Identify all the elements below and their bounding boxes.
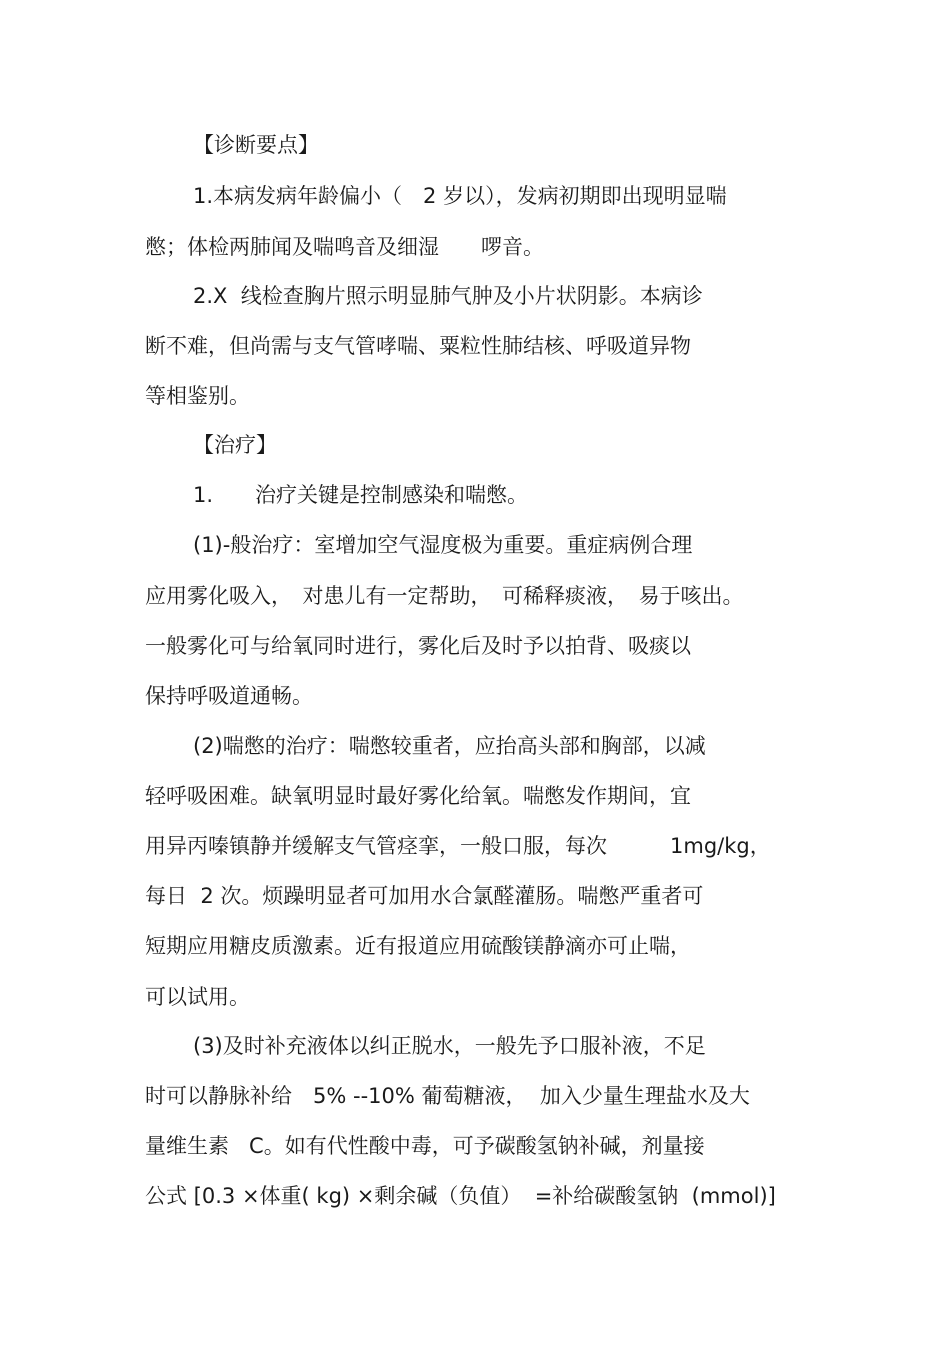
paragraph-line: 时可以静脉补给 5% --10% 葡萄糖液， 加入少量生理盐水及大 xyxy=(145,1084,750,1108)
paragraph-line: 量维生素 C。如有代性酸中毒，可予碳酸氢钠补碱，剂量接 xyxy=(145,1134,705,1158)
paragraph-line: (1)-般治疗：室增加空气湿度极为重要。重症病例合理 xyxy=(193,533,693,557)
section-heading-diagnosis: 【诊断要点】 xyxy=(193,133,319,157)
paragraph-line: 用异丙嗪镇静并缓解支气管痉挛，一般口服，每次 1mg/kg， xyxy=(145,834,771,858)
paragraph-line: 1.本病发病年龄偏小（ 2 岁以），发病初期即出现明显喘 xyxy=(193,184,727,208)
paragraph-line: 每日 2 次。烦躁明显者可加用水合氯醛灌肠。喘憋严重者可 xyxy=(145,884,704,908)
paragraph-line: 1. 治疗关键是控制感染和喘憋。 xyxy=(193,483,529,507)
paragraph-line: 憋；体检两肺闻及喘鸣音及细湿 啰音。 xyxy=(145,235,544,259)
paragraph-line: (3)及时补充液体以纠正脱水，一般先予口服补液，不足 xyxy=(193,1034,706,1058)
paragraph-line: 短期应用糖皮质激素。近有报道应用硫酸镁静滴亦可止喘， xyxy=(145,934,691,958)
section-heading-treatment: 【治疗】 xyxy=(193,433,277,457)
paragraph-line: 可以试用。 xyxy=(145,985,250,1009)
paragraph-line: 公式 [0.3 ×体重( kg) ×剩余碱（负值） =补给碳酸氢钠 (mmol)] xyxy=(145,1184,776,1208)
paragraph-line: 2.X 线检查胸片照示明显肺气肿及小片状阴影。本病诊 xyxy=(193,284,703,308)
paragraph-line: 轻呼吸困难。缺氧明显时最好雾化给氧。喘憋发作期间，宜 xyxy=(145,784,691,808)
paragraph-line: 断不难，但尚需与支气管哮喘、粟粒性肺结核、呼吸道异物 xyxy=(145,334,691,358)
paragraph-line: 应用雾化吸入， 对患儿有一定帮助， 可稀释痰液， 易于咳出。 xyxy=(145,584,744,608)
paragraph-line: 等相鉴别。 xyxy=(145,384,250,408)
paragraph-line: 一般雾化可与给氧同时进行，雾化后及时予以拍背、吸痰以 xyxy=(145,634,691,658)
paragraph-line: (2)喘憋的治疗：喘憋较重者，应抬高头部和胸部，以减 xyxy=(193,734,706,758)
paragraph-line: 保持呼吸道通畅。 xyxy=(145,684,313,708)
